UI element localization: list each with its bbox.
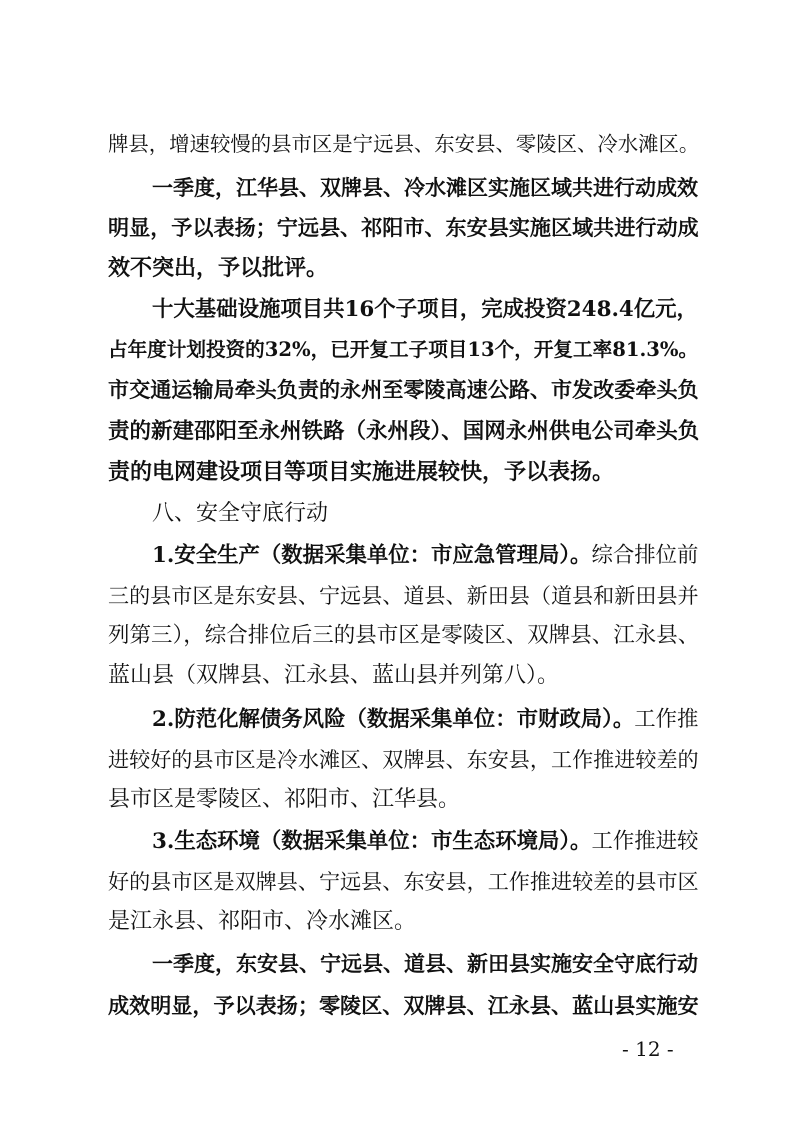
text-run: 列第三），综合排位后三的县市区是零陵区、双牌县、江永县、 [108, 623, 700, 648]
paragraph-line [108, 248, 793, 288]
text-run: 综合排位前 [591, 543, 699, 568]
paragraph-line [108, 452, 793, 492]
subheading-run: 2.防范化解债务风险（数据采集单位：市财政局）。 [152, 707, 635, 732]
text-run: 一季度，东安县、宁远县、道县、新田县实施安全守底行动 [152, 951, 698, 976]
heading-text: 八、安全守底行动 [152, 501, 329, 526]
subheading-run: 1.安全生产（数据采集单位：市应急管理局）。 [152, 543, 592, 568]
text-run: 县市区是零陵区、祁阳市、江华县。 [108, 787, 461, 812]
paragraph-line [108, 576, 793, 616]
text-run: 责的新建邵阳至永州铁路（永州段）、国网永州供电公司牵头负 [108, 419, 700, 444]
paragraph-line [108, 780, 793, 820]
paragraph-line [152, 700, 793, 740]
text-run: 三的县市区是东安县、宁远县、道县、新田县（道县和新田县并 [108, 583, 699, 608]
paragraph-line [108, 862, 793, 902]
text-run: 工作推进较 [591, 829, 699, 854]
paragraph-line [108, 656, 793, 696]
paragraph-line [108, 616, 793, 656]
paragraph-line [152, 290, 793, 330]
text-run: 好的县市区是双牌县、宁远县、东安县，工作推进较差的县市区 [108, 869, 699, 894]
paragraph-line [108, 740, 793, 780]
paragraph-line [108, 370, 793, 410]
text-run: 是江永县、祁阳市、冷水滩区。 [108, 909, 417, 934]
paragraph-line [108, 412, 793, 452]
text-run: 牌县，增速较慢的县市区是宁远县、东安县、零陵区、冷水滩区。 [108, 132, 700, 156]
paragraph-line [108, 124, 793, 164]
text-run: 成效明显，予以表扬；零陵区、双牌县、江永县、蓝山县实施安 [108, 993, 699, 1018]
text-run: 责的电网建设项目等项目实施进展较快，予以表扬。 [108, 459, 615, 485]
paragraph-line [152, 944, 793, 984]
paragraph-line [152, 536, 793, 576]
section-heading [152, 494, 793, 534]
text-run: 明显，予以表扬；宁远县、祁阳市、东安县实施区域共进行动成 [108, 215, 699, 240]
page-number: - 12 - [622, 1037, 674, 1061]
text-run: 蓝山县（双牌县、江永县、蓝山县并列第八）。 [108, 663, 560, 688]
text-run: 十大基础设施项目共16个子项目，完成投资248.4亿元， [152, 297, 698, 322]
paragraph-line [152, 822, 793, 862]
paragraph-line [108, 208, 793, 248]
text-run: 占年度计划投资的32%，已开复工子项目13个，开复工率81.3%。 [108, 338, 699, 361]
subheading-run: 3.生态环境（数据采集单位：市生态环境局）。 [152, 829, 592, 854]
paragraph-line [152, 168, 793, 208]
paragraph-line [108, 986, 793, 1026]
text-run: 效不突出，予以批评。 [108, 255, 329, 281]
text-run: 工作推 [634, 707, 699, 732]
text-run: 进较好的县市区是冷水滩区、双牌县、东安县，工作推进较差的 [108, 747, 699, 772]
paragraph-line [108, 330, 793, 370]
paragraph-line [108, 902, 793, 942]
text-run: 一季度，江华县、双牌县、冷水滩区实施区域共进行动成效 [152, 175, 698, 200]
text-run: 市交通运输局牵头负责的永州至零陵高速公路、市发改委牵头负 [108, 377, 699, 402]
